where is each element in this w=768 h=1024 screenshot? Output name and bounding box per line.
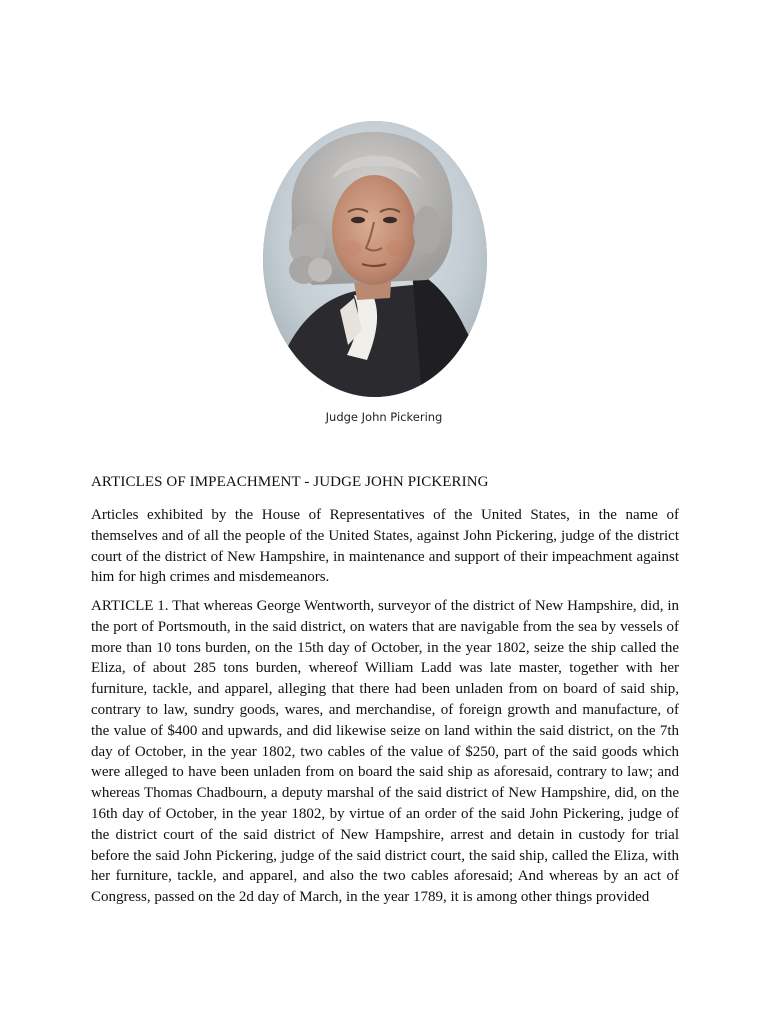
portrait	[262, 120, 488, 398]
portrait-caption: Judge John Pickering	[325, 410, 443, 424]
intro-paragraph: Articles exhibited by the House of Representatives of the United States, in the name of themselves and of all the people of the United States, against John Pickering, judge of the district court of the district of New Hampshire, in maintenance and support of their impeachment against him for high crimes and misdemeanors.	[91, 507, 679, 586]
document-title: ARTICLES OF IMPEACHMENT - JUDGE JOHN PICKERING	[91, 474, 489, 490]
portrait-miniature-icon	[262, 120, 488, 398]
article-1-paragraph: ARTICLE 1. That whereas George Wentworth, surveyor of the district of New Hampshire, did, in the port of Portsmouth, in the said district, on waters that are navigable from the sea by vessels of more than 10 tons burden, on the 15th day of October, in the year 1802, seize the ship called the Eliza, of about 285 tons burden, whereof William Ladd was late master, together with her furniture, tackle, and apparel, alleging that there had been unladen from on board of said ship, contrary to law, sundry goods, wares, and merchandise, of foreign growth and manufacture, of the value of $400 and upwards, and did likewise seize on land within the said district, on the 7th day of October, in the year 1802, two cables of the value of $250, part of the said goods which were alleged to have been unladen from on board the said ship as aforesaid, contrary to law; and whereas Thomas Chadbourn, a deputy marshal of the said district of New Hampshire, did, on the 16th day of October, in the year 1802, by virtue of an order of the said John Pickering, judge of the district court of the said district of New Hampshire, arrest and detain in custody for trial before the said John Pickering, judge of the said district court, the said ship, called the Eliza, with her furniture, tackle, and apparel, and also the two cables aforesaid; And whereas by an act of Congress, passed on the 2d day of March, in the year 1789, it is among other things provided	[91, 598, 679, 906]
